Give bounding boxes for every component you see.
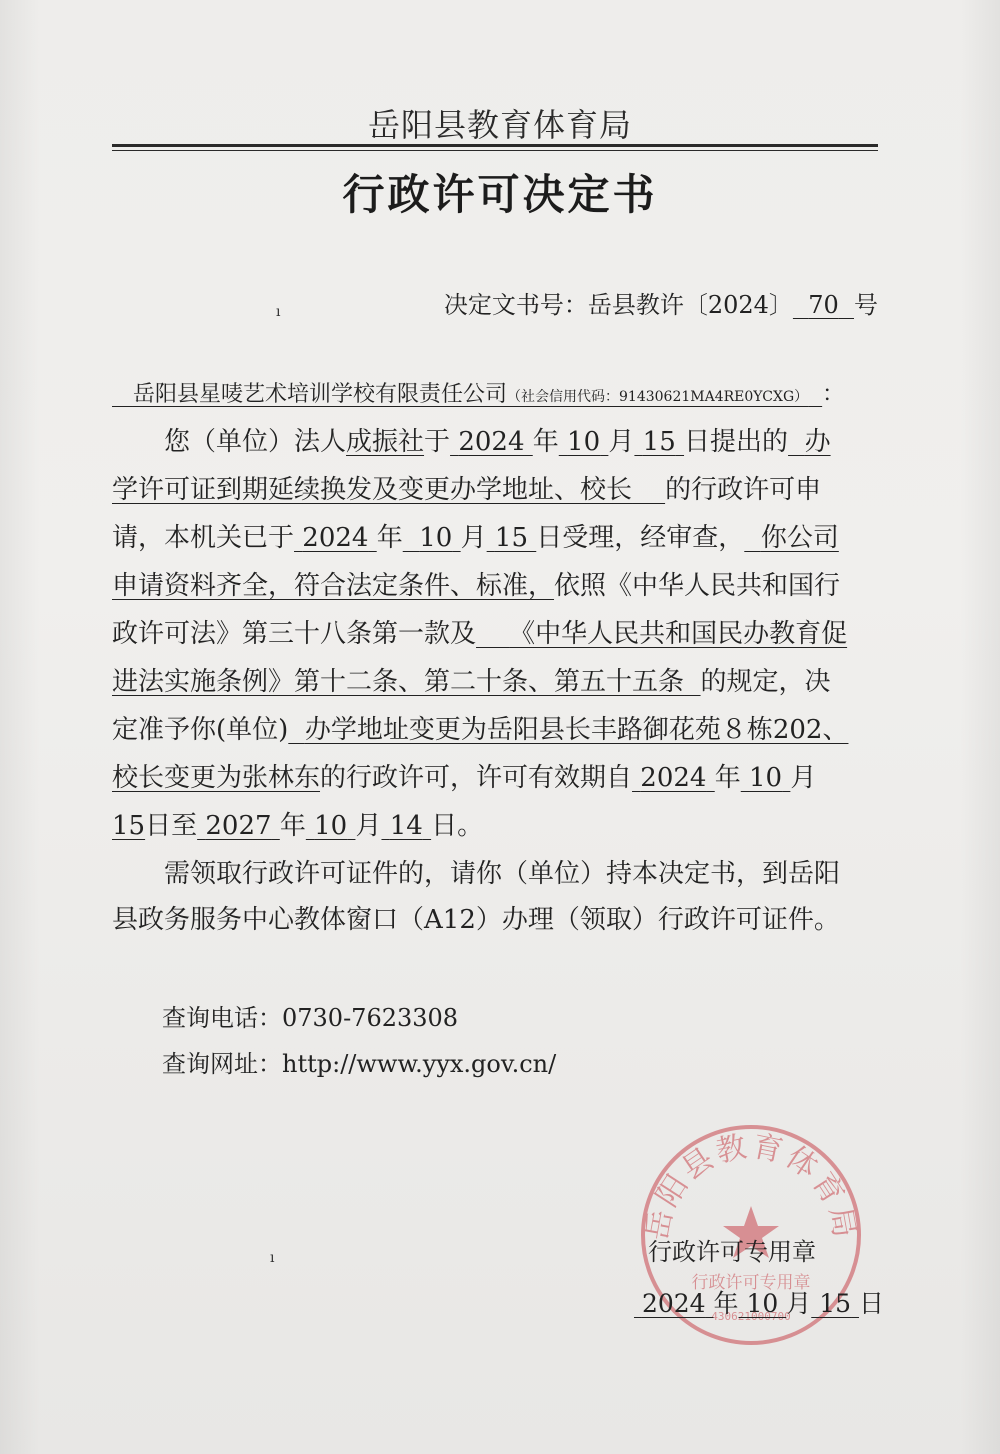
addressee-credit-code: （社会信用代码：91430621MA4RE0YCXG） [507, 389, 809, 405]
text-segment: 的行政许可申 [665, 475, 822, 505]
body-line-8 [112, 758, 882, 798]
law-part-1 [476, 619, 847, 649]
stray-mark: ı [270, 1250, 275, 1266]
stamp-label: 行政许可专用章 [648, 1238, 816, 1266]
body-line-1 [112, 422, 882, 462]
signing-date [634, 1284, 884, 1320]
sign-year [634, 1289, 714, 1318]
text-segment: 月 [790, 763, 817, 793]
text-segment: 县政务服务中心教体窗口（A12）办理（领取）行政许可证件。 [112, 905, 840, 935]
accept-day-value: 15 [494, 523, 528, 553]
accept-month [403, 523, 461, 553]
submit-day [634, 427, 684, 457]
doc-no-suffix: 号 [854, 291, 878, 319]
body-line-7 [112, 710, 882, 750]
text-segment: 月 [786, 1289, 812, 1318]
text-segment: 需领取行政许可证件的，请你（单位）持本决定书，到岳阳 [164, 859, 841, 889]
finding-part-2: 申请资料齐全，符合法定条件、标准， [112, 571, 555, 601]
body-line-2 [112, 470, 882, 510]
sign-day [811, 1289, 859, 1318]
law-part-1-text: 《中华人民共和国民办教育促 [509, 619, 848, 649]
addressee-name: 岳阳县星唛艺术培训学校有限责任公司 [132, 382, 507, 407]
valid-from-month [741, 763, 791, 793]
addressee-underline [112, 382, 822, 407]
text-segment: 依照《中华人民共和国行 [554, 571, 841, 601]
text-segment: 的规定，决 [700, 667, 831, 697]
valid-from-year [632, 763, 715, 793]
sign-day-value: 15 [819, 1289, 852, 1318]
text-segment: 年 [532, 427, 559, 457]
text-segment: 的行政许可，许可有效期自 [320, 763, 633, 793]
seal-ring-text: 岳阳县教育体育局 [639, 1128, 863, 1244]
text-segment: 日。 [431, 811, 484, 841]
submit-month [559, 427, 609, 457]
body-line-3 [112, 518, 882, 558]
body-line-6 [112, 662, 882, 702]
valid-to-month-value: 10 [314, 811, 348, 841]
body-line-5 [112, 614, 882, 654]
text-segment: 月 [355, 811, 382, 841]
request-part-1 [788, 427, 831, 457]
valid-to-day-value: 14 [389, 811, 423, 841]
valid-to-year-value: 2027 [205, 811, 272, 841]
submit-year-value: 2024 [458, 427, 525, 457]
request-part-2 [112, 475, 665, 505]
text-segment: 于 [424, 427, 451, 457]
grant-part-1-text: 办学地址变更为岳阳县长丰路御花苑８栋202、 [304, 715, 849, 745]
body-line-9 [112, 806, 882, 846]
header-rule-thin [112, 150, 878, 151]
seal-serial: 430621000700 [711, 1310, 791, 1323]
text-segment: 年 [713, 1289, 739, 1318]
doc-no-number: 70 [808, 291, 839, 319]
text-segment: 年 [279, 811, 306, 841]
sign-month [739, 1289, 787, 1318]
finding-part-1 [744, 523, 839, 553]
finding-part-1-text: 你公司 [760, 523, 839, 553]
valid-from-day: 15 [112, 811, 146, 841]
doc-no-prefix: 决定文书号：岳县教许〔2024〕 [443, 291, 793, 319]
submit-day-value: 15 [642, 427, 676, 457]
valid-from-month-value: 10 [749, 763, 783, 793]
submit-year [450, 427, 533, 457]
request-part-1-text: 办 [804, 427, 831, 457]
text-segment: 定准予你(单位) [112, 715, 289, 745]
submit-month-value: 10 [567, 427, 601, 457]
text-segment: 您（单位）法人 [164, 427, 347, 457]
text-segment: 月 [608, 427, 635, 457]
doc-no-value [793, 291, 854, 319]
inquiry-phone: 查询电话：0730-7623308 [162, 1004, 459, 1032]
valid-from-year-value: 2024 [640, 763, 707, 793]
document-title: 行政许可决定书 [342, 170, 658, 219]
body-line-10 [112, 854, 882, 894]
text-segment: 请，本机关已于 [112, 523, 295, 553]
document-number [444, 285, 878, 320]
accept-month-value: 10 [419, 523, 453, 553]
header-rule-thick [112, 144, 878, 147]
text-segment: 日 [858, 1289, 884, 1318]
law-part-2-text: 进法实施条例》第十二条、第二十条、第五十五条 [112, 667, 685, 697]
stray-mark: ı [276, 304, 281, 320]
accept-year [294, 523, 377, 553]
sign-year-value: 2024 [641, 1289, 706, 1318]
text-segment: 政许可法》第三十八条第一款及 [112, 619, 477, 649]
request-part-2-text: 学许可证到期延续换发及变更办学地址、校长 [112, 475, 633, 505]
law-part-2 [112, 667, 701, 697]
text-segment: 年 [376, 523, 403, 553]
text-segment: 日提出的 [684, 427, 789, 457]
accept-day [487, 523, 537, 553]
body-line-4 [112, 566, 882, 606]
accept-year-value: 2024 [302, 523, 369, 553]
grant-part-2: 校长变更为张林东 [112, 763, 321, 793]
grant-part-1 [288, 715, 848, 745]
text-segment: 年 [714, 763, 741, 793]
valid-to-day [381, 811, 431, 841]
valid-to-year [197, 811, 280, 841]
text-segment: 月 [460, 523, 487, 553]
body-line-11 [112, 900, 882, 940]
inquiry-website[interactable]: 查询网址：http://www.yyx.gov.cn/ [162, 1050, 557, 1078]
text-segment: 日受理，经审查， [536, 523, 745, 553]
seal-inner-text: 行政许可专用章 [691, 1273, 811, 1293]
text-segment: 日至 [145, 811, 198, 841]
legal-representative: 成振社 [346, 427, 425, 457]
addressee-line [112, 375, 882, 415]
addressee-colon: ： [822, 382, 845, 407]
sign-month-value: 10 [746, 1289, 779, 1318]
agency-name: 岳阳县教育体育局 [367, 106, 632, 144]
valid-to-month [306, 811, 356, 841]
